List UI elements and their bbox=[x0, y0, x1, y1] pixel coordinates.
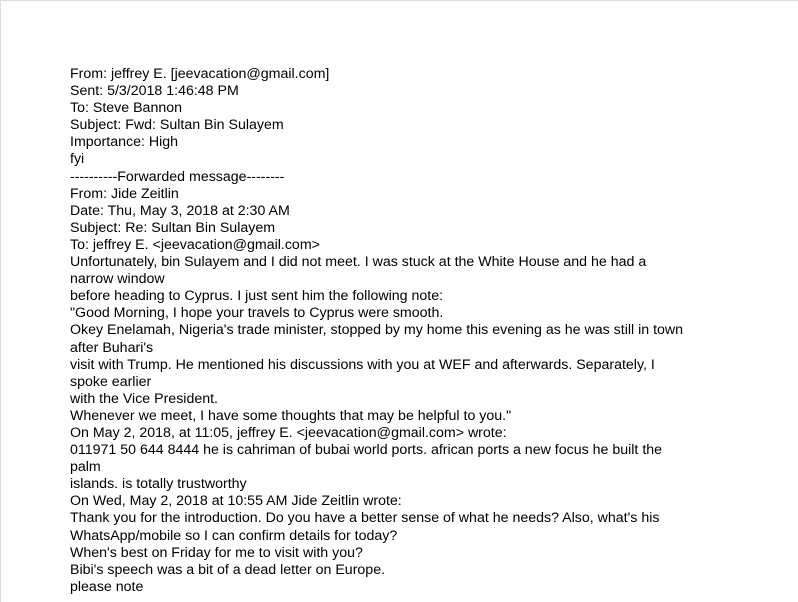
body-line: spoke earlier bbox=[70, 373, 152, 390]
email-body bbox=[70, 66, 782, 596]
quoted-header: On Wed, May 2, 2018 at 10:55 AM Jide Zeitlin wrote: bbox=[70, 493, 402, 510]
body-line: visit with Trump. He mentioned his discussions with you at WEF and afterwards. Separately, I bbox=[70, 356, 655, 373]
body-line: 011971 50 644 8444 he is cahriman of bubai world ports. african ports a new focus he built the bbox=[70, 442, 663, 459]
body-line: after Buhari's bbox=[70, 339, 154, 356]
forwarded-subject: Subject: Re: Sultan Bin Sulayem bbox=[70, 219, 276, 236]
body-line: WhatsApp/mobile so I can confirm details for today? bbox=[70, 527, 398, 544]
body-line: "Good Morning, I hope your travels to Cyprus were smooth. bbox=[70, 305, 444, 322]
forwarded-from: From: Jide Zeitlin bbox=[70, 185, 179, 202]
header-sent: Sent: 5/3/2018 1:46:48 PM bbox=[70, 83, 239, 100]
body-line: Thank you for the introduction. Do you have a better sense of what he needs? Also, what's his bbox=[70, 510, 660, 527]
forwarded-to: To: jeffrey E. <jeevacation@gmail.com> bbox=[70, 236, 320, 253]
body-line: narrow window bbox=[70, 271, 165, 288]
header-from: From: jeffrey E. [jeevacation@gmail.com] bbox=[70, 66, 330, 82]
body-line: with the Vice President. bbox=[70, 390, 218, 407]
body-line: Bibi's speech was a bit of a dead letter on Europe. bbox=[70, 561, 386, 578]
header-subject: Subject: Fwd: Sultan Bin Sulayem bbox=[70, 117, 284, 134]
body-line: fyi bbox=[70, 151, 85, 168]
body-line: Unfortunately, bin Sulayem and I did not meet. I was stuck at the White House and he had a bbox=[70, 254, 647, 271]
header-importance: Importance: High bbox=[70, 134, 179, 151]
body-line: palm bbox=[70, 459, 101, 476]
header-to: To: Steve Bannon bbox=[70, 100, 183, 117]
body-line: Okey Enelamah, Nigeria's trade minister, stopped by my home this evening as he was still in town bbox=[70, 322, 684, 339]
forwarded-date: Date: Thu, May 3, 2018 at 2:30 AM bbox=[70, 202, 290, 219]
body-line: please note bbox=[70, 578, 144, 595]
body-line: islands. is totally trustworthy bbox=[70, 476, 247, 493]
body-line: Whenever we meet, I have some thoughts that may be helpful to you." bbox=[70, 407, 512, 424]
forwarded-divider: ----------Forwarded message-------- bbox=[70, 168, 285, 185]
body-line: When's best on Friday for me to visit with you? bbox=[70, 544, 363, 561]
quoted-header: On May 2, 2018, at 11:05, jeffrey E. <jeevacation@gmail.com> wrote: bbox=[70, 424, 507, 441]
body-line: before heading to Cyprus. I just sent him the following note: bbox=[70, 288, 444, 305]
